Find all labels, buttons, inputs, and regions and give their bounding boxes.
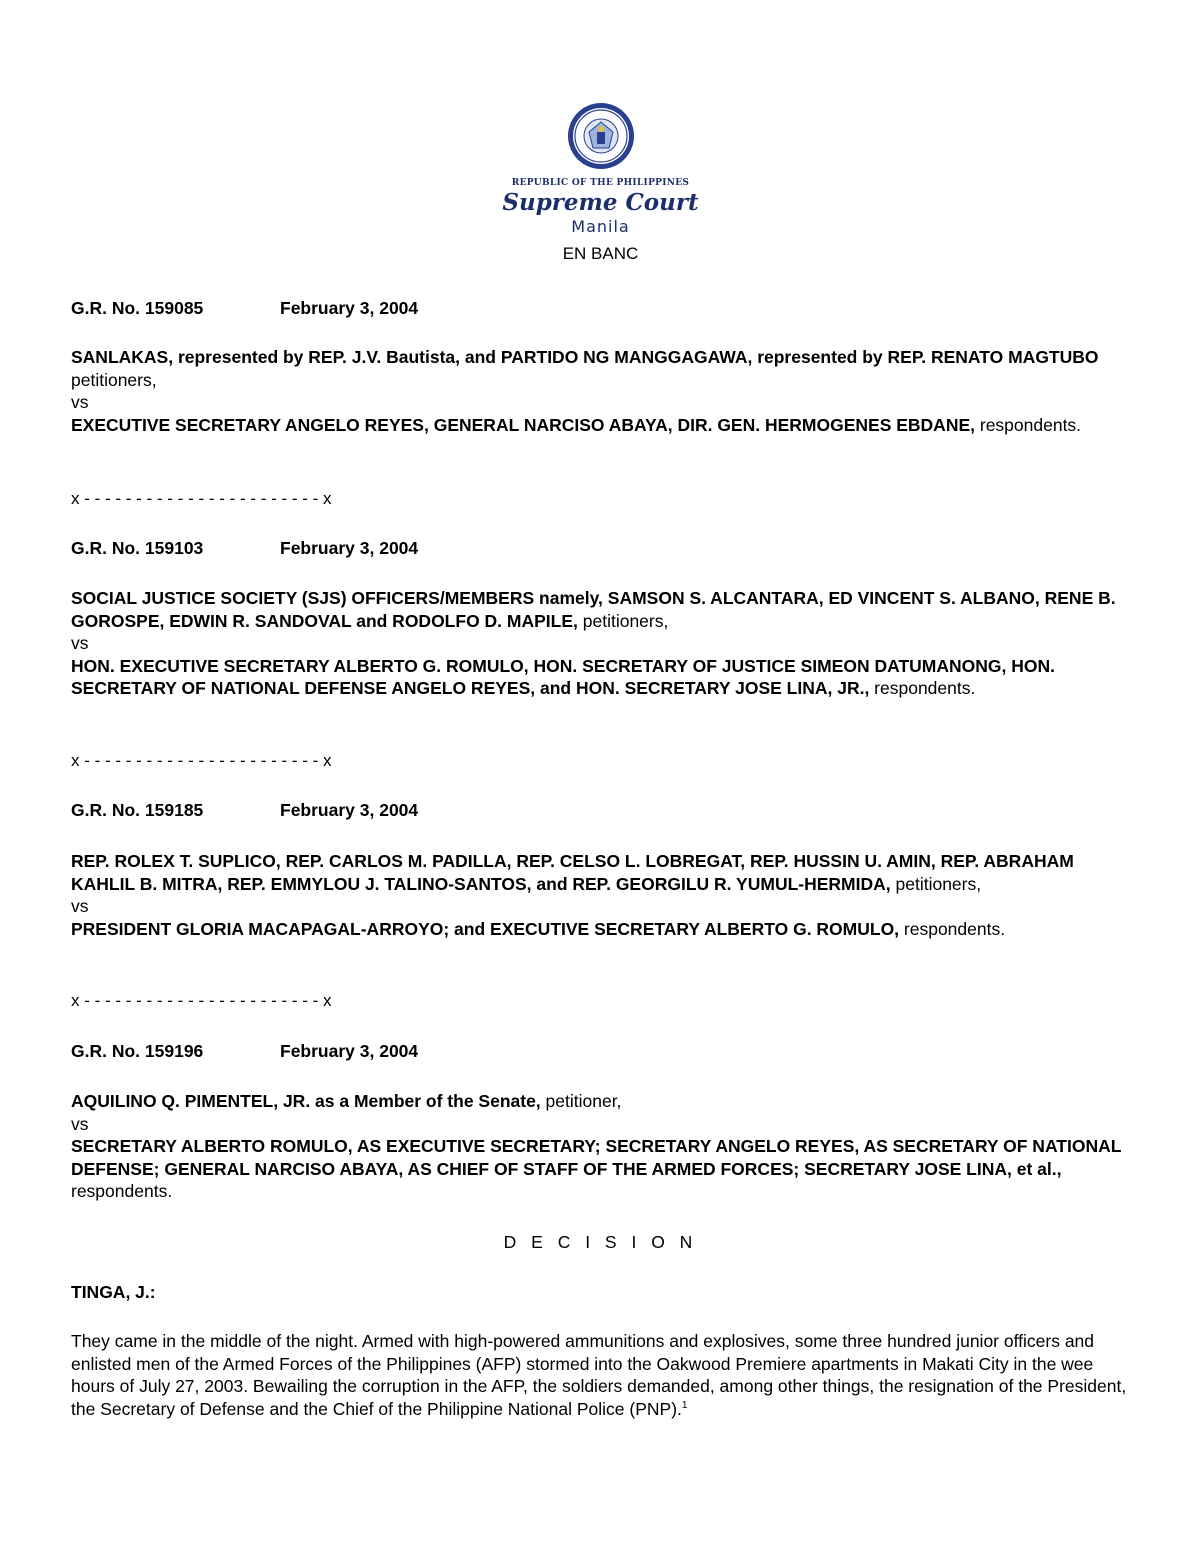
respondents	[71, 655, 1141, 700]
separator-line: x - - - - - - - - - - - - - - - - - - - - - - - x	[71, 751, 332, 770]
separator-line: x - - - - - - - - - - - - - - - - - - - - - - - x	[71, 991, 332, 1010]
petitioners-names: AQUILINO Q. PIMENTEL, JR. as a Member of the Senate,	[71, 1091, 541, 1111]
case-number-1	[71, 297, 1141, 320]
respondents-role: respondents.	[899, 918, 1006, 939]
court-header	[71, 102, 1130, 264]
versus-label: vs	[71, 392, 89, 412]
decision-title: D E C I S I O N	[503, 1232, 698, 1252]
petitioners	[71, 346, 1141, 391]
petitioners-role: petitioners,	[71, 369, 157, 390]
petitioners-role: petitioners,	[577, 610, 669, 631]
respondents-role: respondents.	[71, 1181, 173, 1201]
versus-label: vs	[71, 633, 89, 653]
case-date: February 3, 2004	[280, 1041, 419, 1061]
respondents-role: respondents.	[869, 678, 976, 698]
petitioners	[71, 1090, 1141, 1113]
supreme-court-seal-icon	[567, 102, 635, 170]
republic-label: REPUBLIC OF THE PHILIPPINES	[511, 178, 690, 188]
respondents-names: SECRETARY ALBERTO ROMULO, AS EXECUTIVE SECRETARY; SECRETARY ANGELO REYES, AS SECRETARY OF NATIONAL DEFENSE; GENERAL NARCISO ABAYA, AS CHIEF OF STAFF OF THE ARMED FORCES; SECRETARY JOSE LINA, et al.,	[71, 1136, 1122, 1179]
case-number-3	[71, 799, 1141, 822]
petitioners-role: petitioners,	[890, 873, 982, 894]
petitioners-role: petitioner,	[540, 1091, 622, 1111]
respondents-names: PRESIDENT GLORIA MACAPAGAL-ARROYO; and EXECUTIVE SECRETARY ALBERTO G. ROMULO,	[71, 918, 900, 939]
paragraph-text: They came in the middle of the night. Armed with high-powered ammunitions and explosives, some three hundred junior officers and enlisted men of the Armed Forces of the Philippines (AFP) stormed into the Oakwood Premiere apartments in Makati City in the wee hours of July 27, 2003. Bewailing the corruption in the AFP, the soldiers demanded, among other things, the resignation of the President, the Secretary of Defense and the Chief of the Philippine National Police (PNP).	[71, 1331, 1127, 1419]
case-parties-3	[71, 850, 1141, 940]
gr-number: G.R. No. 159085	[71, 298, 204, 318]
versus-label: vs	[71, 1113, 89, 1134]
case-number-4	[71, 1040, 1141, 1063]
separator-line: x - - - - - - - - - - - - - - - - - - - - - - - x	[71, 489, 332, 508]
ponente: TINGA, J.:	[71, 1282, 156, 1302]
case-parties-2	[71, 587, 1141, 700]
case-parties-1	[71, 346, 1141, 436]
gr-number: G.R. No. 159103	[71, 538, 204, 558]
case-date: February 3, 2004	[280, 538, 419, 558]
case-parties-4	[71, 1090, 1141, 1203]
respondents	[71, 918, 1141, 941]
respondents-role: respondents.	[975, 414, 1082, 435]
versus-label: vs	[71, 896, 89, 916]
gr-number: G.R. No. 159185	[71, 800, 204, 820]
petitioners	[71, 587, 1141, 632]
petitioners-names: REP. ROLEX T. SUPLICO, REP. CARLOS M. PADILLA, REP. CELSO L. LOBREGAT, REP. HUSSIN U. AMIN, REP. ABRAHAM KAHLIL B. MITRA, REP. EMMYLOU J. TALINO-SANTOS, and REP. GEORGILU R. YUMUL-HERMIDA,	[71, 851, 1074, 894]
footnote-ref[interactable]: 1	[681, 1399, 688, 1411]
court-name: Supreme Court	[502, 189, 699, 216]
petitioners	[71, 850, 1141, 895]
division-label: EN BANC	[562, 244, 639, 263]
respondents	[71, 1135, 1141, 1203]
gr-number: G.R. No. 159196	[71, 1041, 204, 1061]
respondents-names: HON. EXECUTIVE SECRETARY ALBERTO G. ROMULO, HON. SECRETARY OF JUSTICE SIMEON DATUMANONG, HON. SECRETARY OF NATIONAL DEFENSE ANGELO REYES, and HON. SECRETARY JOSE LINA, JR.,	[71, 655, 1055, 698]
petitioners-names: SANLAKAS, represented by REP. J.V. Bautista, and PARTIDO NG MANGGAGAWA, represented by REP. RENATO MAGTUBO	[71, 347, 1099, 367]
decision-body	[71, 1330, 1141, 1420]
case-number-2	[71, 537, 1141, 560]
body-paragraph	[71, 1330, 1141, 1420]
respondents-names: EXECUTIVE SECRETARY ANGELO REYES, GENERAL NARCISO ABAYA, DIR. GEN. HERMOGENES EBDANE,	[71, 414, 975, 435]
respondents	[71, 414, 1141, 437]
case-date: February 3, 2004	[280, 800, 419, 820]
case-date: February 3, 2004	[280, 298, 419, 318]
petitioners-names: SOCIAL JUSTICE SOCIETY (SJS) OFFICERS/MEMBERS namely, SAMSON S. ALCANTARA, ED VINCENT S. ALBANO, RENE B. GOROSPE, EDWIN R. SANDOVAL and RODOLFO D. MAPILE,	[71, 588, 1116, 631]
court-city: Manila	[571, 217, 630, 236]
